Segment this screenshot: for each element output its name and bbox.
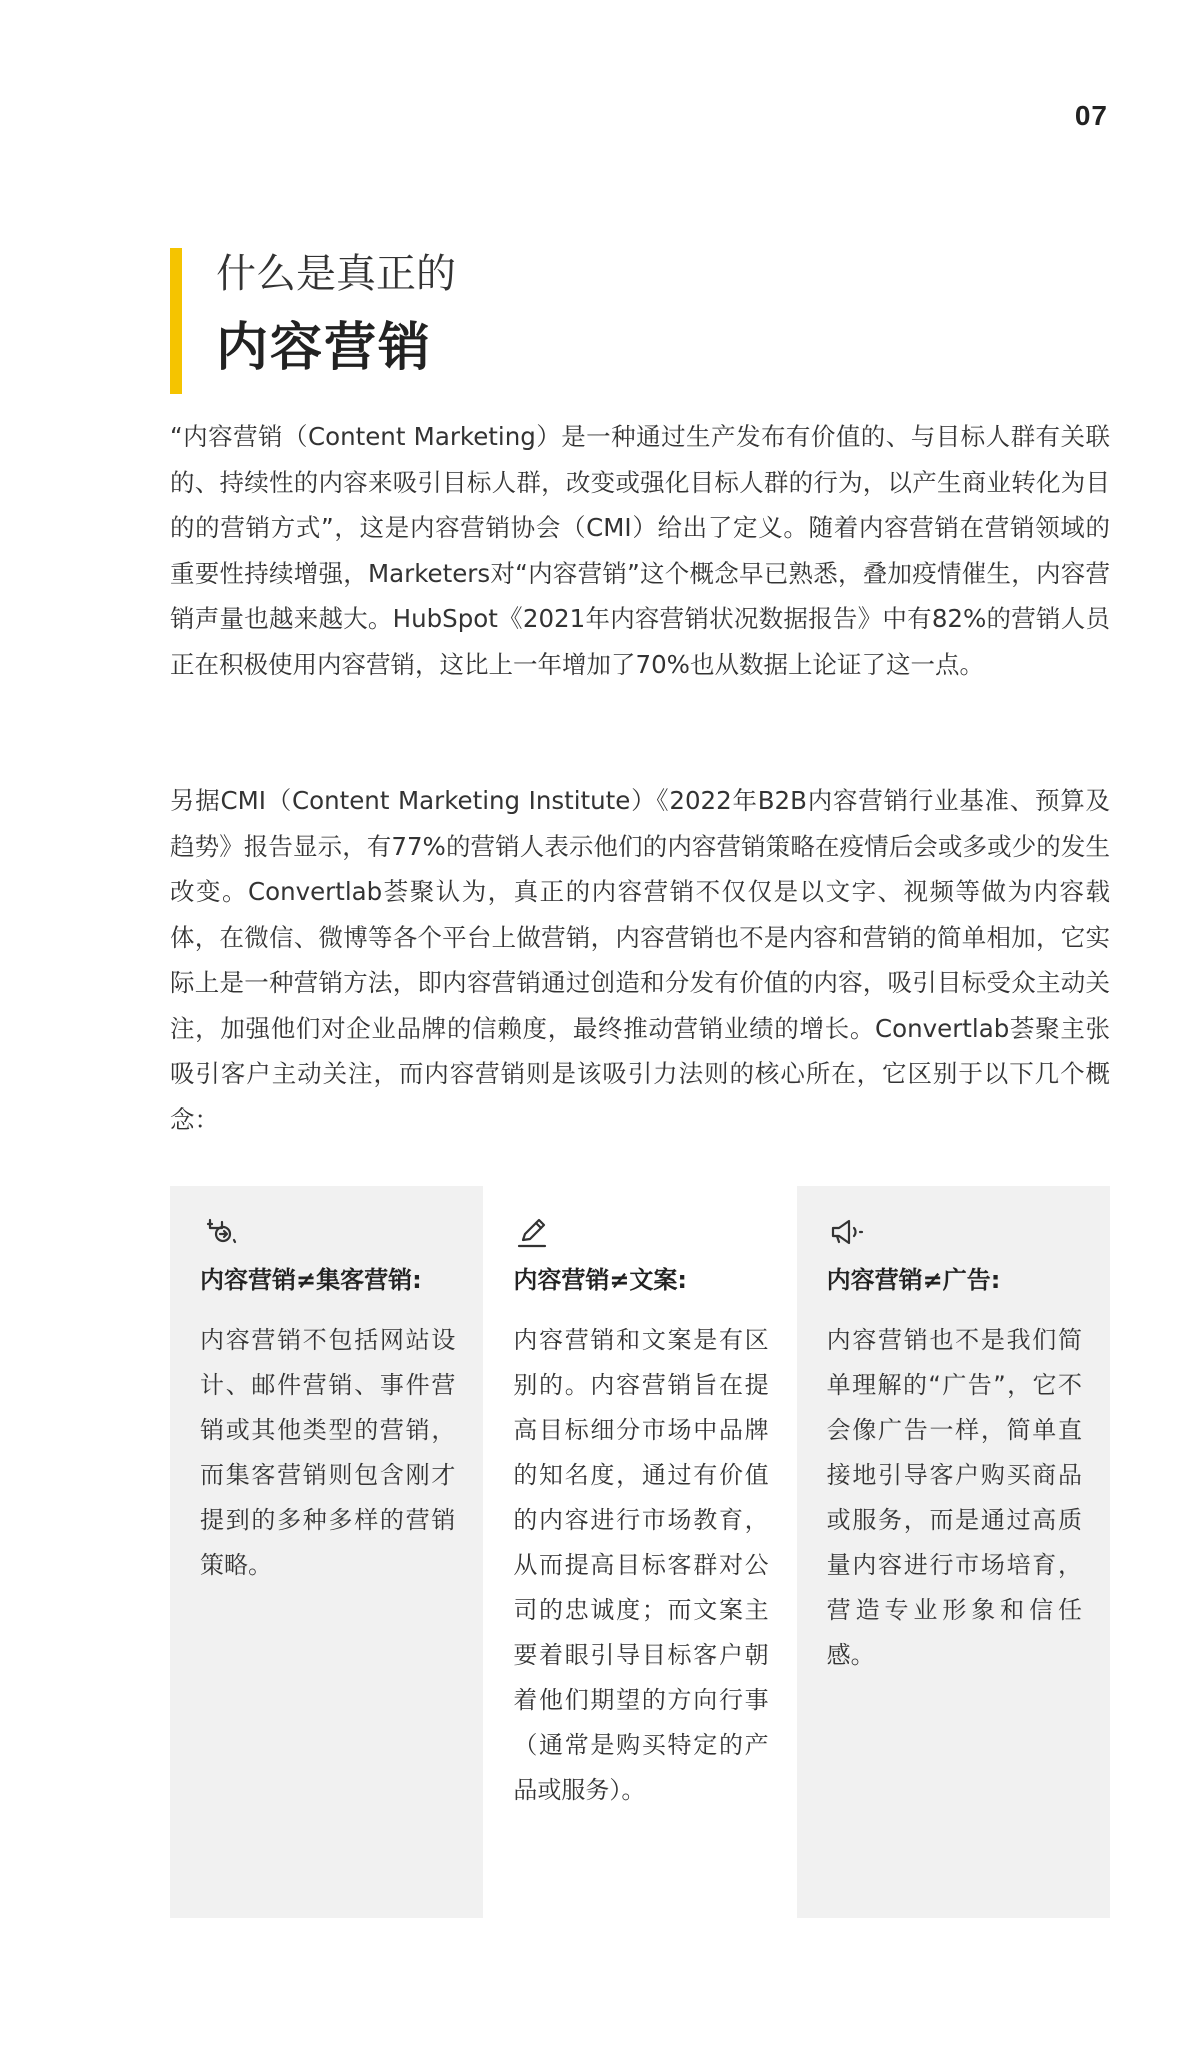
title-subheading: 什么是真正的 bbox=[216, 251, 456, 297]
cmi-paragraph: 另据CMI（Content Marketing Institute）《2022年B2B内容营销行业基准、预算及趋势》报告显示，有77%的营销人表示他们的内容营销策略在疫情后会或多或少的发生改变。Convertlab荟聚认为，真正的内容营销不仅仅是以文字、视频等做为内容载体，在微信、微博等各个平台上做营销，内容营销也不是内容和营销的简单相加，它实际上是一种营销方法，即内容营销通过创造和分发有价值的内容，吸引目标受众主动关注，加强他们对企业品牌的信赖度，最终推动营销业绩的增长。Convertlab荟聚主张吸引客户主动关注，而内容营销则是该吸引力法则的核心所在，它区别于以下几个概念： bbox=[170, 786, 1110, 1134]
card-inbound-marketing bbox=[170, 1186, 483, 1918]
page-number: 07 bbox=[1074, 100, 1108, 131]
card-advertising bbox=[797, 1186, 1110, 1918]
title-heading: 内容营销 bbox=[216, 318, 433, 378]
pencil-icon bbox=[513, 1212, 553, 1252]
card-title: 内容营销≠文案: bbox=[513, 1266, 688, 1294]
card-body: 内容营销也不是我们简单理解的“广告”，它不会像广告一样，简单直接地引导客户购买商品或服务，而是通过高质量内容进行市场培育，营造专业形象和信任感。 bbox=[826, 1326, 1082, 1669]
card-body: 内容营销不包括网站设计、邮件营销、事件营销或其他类型的营销，而集客营销则包含刚才提到的多种多样的营销策略。 bbox=[200, 1326, 456, 1579]
card-body: 内容营销和文案是有区别的。内容营销旨在提高目标细分市场中品牌的知名度，通过有价值的内容进行市场教育，从而提高目标客群对公司的忠诚度；而文案主要着眼引导目标客户朝着他们期望的方向行事（通常是购买特定的产品或服务）。 bbox=[513, 1326, 769, 1804]
section-title bbox=[170, 248, 456, 394]
concept-cards bbox=[170, 1186, 1110, 1918]
card-copywriting bbox=[483, 1186, 796, 1918]
intro-paragraph: “内容营销（Content Marketing）是一种通过生产发布有价值的、与目标人群有关联的、持续性的内容来吸引目标人群，改变或强化目标人群的行为，以产生商业转化为目的的营销方式”，这是内容营销协会（CMI）给出了定义。随着内容营销在营销领域的重要性持续增强，Marketers对“内容营销”这个概念早已熟悉，叠加疫情催生，内容营销声量也越来越大。HubSpot《2021年内容营销状况数据报告》中有82%的营销人员正在积极使用内容营销，这比上一年增加了70%也从数据上论证了这一点。 bbox=[170, 422, 1110, 679]
card-title: 内容营销≠集客营销: bbox=[200, 1266, 422, 1294]
card-title: 内容营销≠广告: bbox=[826, 1266, 1001, 1294]
megaphone-icon bbox=[827, 1212, 867, 1252]
funnel-arrow-icon bbox=[200, 1212, 240, 1252]
